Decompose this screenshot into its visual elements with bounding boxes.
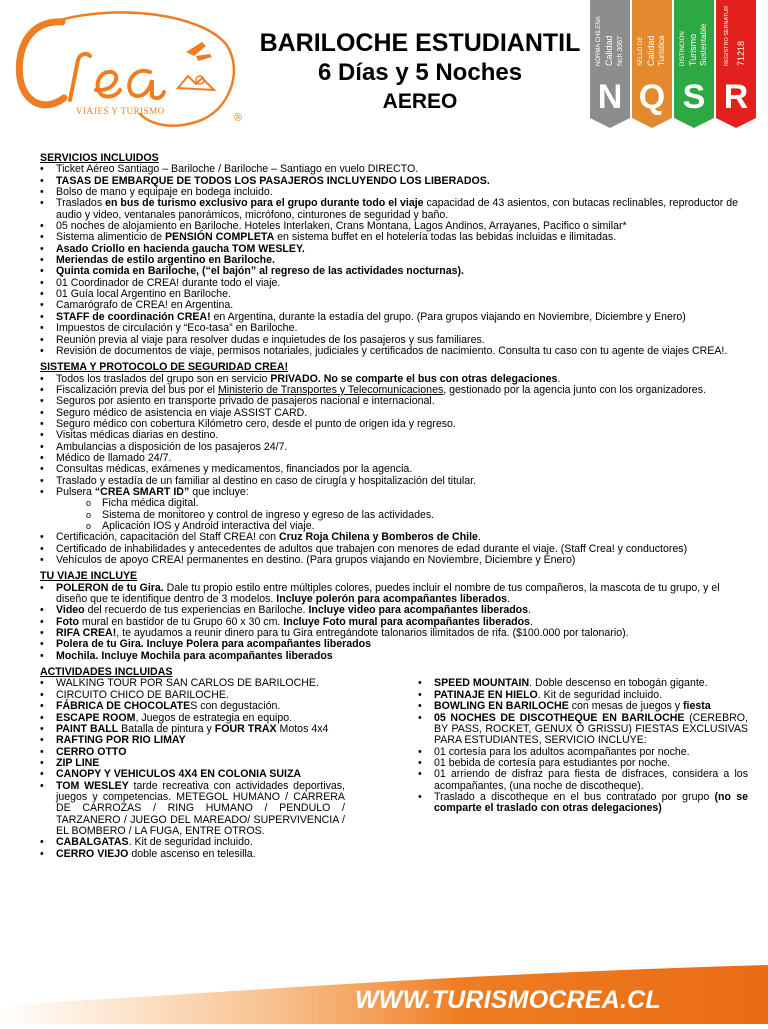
list-item: • Mochila. Incluye Mochila para acompañantes liberados: [40, 651, 748, 662]
title-line-3: AEREO: [382, 90, 458, 113]
list-item: • Certificado de inhabilidades y antecedentes de adultos que trabajen con menores de edad durante el viaje. (Staff Crea! y conductores): [40, 544, 748, 555]
list-item: • Consultas médicas, exámenes y medicamentos, financiados por la agencia.: [40, 464, 748, 475]
badge-r: [716, 0, 756, 128]
svg-text:DISTINCIÓN: DISTINCIÓN: [680, 31, 686, 66]
list-item: • Camarógrafo de CREA! en Argentina.: [40, 300, 748, 311]
list-item: • PAINT BALL Batalla de pintura y FOUR TRAX Motos 4x4: [40, 724, 345, 735]
sistema-sublist: [40, 498, 748, 532]
list-item: • SPEED MOUNTAIN. Doble descenso en tobogán gigante.: [418, 678, 748, 689]
list-item: • Todos los traslados del grupo son en servicio PRIVADO. No se comparte el bus con otras delegaciones.: [40, 374, 748, 385]
list-item: • POLERON de tu Gira. Dale tu propio estilo entre múltiples colores, puedes incluir el nombre de tus compañeros, la mascota de tu grupo, y el diseño que te identifique dentro de 3 modelos. Incluye polerón para acompañantes liberados.: [40, 583, 748, 606]
list-item: • 05 NOCHES DE DISCOTHEQUE EN BARILOCHE (CEREBRO, BY PASS, ROCKET, GENUX O GRISSU) FIESTAS EXCLUSIVAS PARA ESTUDIANTES, SERVICIO INCLUYE:: [418, 713, 748, 747]
list-item: • CERRO OTTO: [40, 747, 345, 758]
sublist-item: o Sistema de monitoreo y control de ingreso y egreso de las actividades.: [86, 510, 748, 521]
sistema-list: [40, 374, 748, 499]
website-link[interactable]: WWW.TURISMOCREA.CL: [355, 986, 661, 1014]
document-body: [40, 153, 748, 860]
list-item: • CERRO VIEJO doble ascenso en telesilla.: [40, 849, 345, 860]
list-item: • Sistema alimenticio de PENSIÓN COMPLETA en sistema buffet en el hotelería todas las bebidas incluidas e ilimitadas.: [40, 232, 748, 243]
list-item: • Meriendas de estilo argentino en Bariloche.: [40, 255, 748, 266]
badge-s: [674, 0, 714, 128]
list-item: • Traslados en bus de turismo exclusivo para el grupo durante todo el viaje capacidad de 43 asientos, con butacas reclinables, reproductor de audio y video, ventanales panorámicos, micrófono, cinturones de seguridad y baño.: [40, 198, 748, 221]
list-item: • Traslado a discotheque en el bus contratado por grupo (no se comparte el traslado con otras delegaciones): [418, 792, 748, 815]
list-item: • 01 Coordinador de CREA! durante todo el viaje.: [40, 278, 748, 289]
list-item: • Visitas médicas diarias en destino.: [40, 430, 748, 441]
list-item: • Bolso de mano y equipaje en bodega incluido.: [40, 187, 748, 198]
sublist-item: o Ficha médica digital.: [86, 498, 748, 509]
list-item: • STAFF de coordinación CREA! en Argentina, durante la estadía del grupo. (Para grupos viajando en Noviembre, Diciembre y Enero): [40, 312, 748, 323]
sistema-list-continued: [40, 532, 748, 566]
list-item: • Polera de tu Gira. Incluye Polera para acompañantes liberados: [40, 639, 748, 650]
svg-text:Q: Q: [638, 78, 666, 116]
list-item: • TASAS DE EMBARQUE DE TODOS LOS PASAJEROS INCLUYENDO LOS LIBERADOS.: [40, 176, 748, 187]
viaje-list: [40, 583, 748, 662]
list-item: • Ticket Aéreo Santiago – Bariloche / Bariloche – Santiago en vuelo DIRECTO.: [40, 164, 748, 175]
svg-text:R: R: [723, 78, 749, 116]
list-item: • ESCAPE ROOM, Juegos de estrategia en equipo.: [40, 713, 345, 724]
list-item: • TOM WESLEY tarde recreativa con actividades deportivas, juegos y competencias. METEGOL HUMANO / CARRERA DE CARROZAS / RING HUMANO / PENDULO / TARZANERO / JUEGO DEL MAREADO/ SUPERVIVENCIA / EL BOMBERO / LA FUGA, ENTRE OTROS.: [40, 781, 345, 838]
svg-text:N: N: [597, 78, 623, 116]
badge-q: [632, 0, 672, 128]
list-item: • 01 cortesía para los adultos acompañantes por noche.: [418, 747, 748, 758]
svg-text:SELLO DE: SELLO DE: [638, 36, 644, 66]
certification-badges: [588, 0, 756, 132]
logo-tagline: VIAJES Y TURISMO: [76, 106, 165, 116]
list-item: • Médico de llamado 24/7.: [40, 453, 748, 464]
list-item: • WALKING TOUR POR SAN CARLOS DE BARILOCHE.: [40, 678, 345, 689]
list-item: • PATINAJE EN HIELO. Kit de seguridad incluido.: [418, 690, 748, 701]
list-item: • Ambulancias a disposición de los pasajeros 24/7.: [40, 442, 748, 453]
svg-text:Calidad: Calidad: [646, 35, 656, 66]
list-item: • RIFA CREA!, te ayudamos a reunir dinero para tu Gira entregándote talonarios ilimitados de rifa. ($100.000 por talonario).: [40, 628, 748, 639]
svg-text:Sustentable: Sustentable: [699, 23, 708, 66]
list-item: • Traslado y estadía de un familiar al destino en caso de cirugía y hospitalización del titular.: [40, 476, 748, 487]
svg-text:S: S: [682, 78, 706, 116]
list-item: • 01 Guía local Argentino en Bariloche.: [40, 289, 748, 300]
list-item: • Reunión previa al viaje para resolver dudas e inquietudes de los pasajeros y sus familiares.: [40, 335, 748, 346]
list-item: • Video del recuerdo de tus experiencias en Bariloche. Incluye video para acompañantes liberados.: [40, 605, 748, 616]
list-item: • 01 arriendo de disfraz para fiesta de disfraces, considera a los acompañantes, (una noche de discotheque).: [418, 769, 748, 792]
page-title: [250, 28, 590, 116]
list-item: • Fiscalización previa del bus por el Ministerio de Transportes y Telecomunicaciones, gestionado por la agencia junto con los organizadores.: [40, 385, 748, 396]
list-item: • Asado Criollo en hacienda gaucha TOM WESLEY.: [40, 244, 748, 255]
badge-n: [590, 0, 630, 128]
list-item: • CANOPY Y VEHICULOS 4X4 EN COLONIA SUIZA: [40, 769, 345, 780]
svg-text:REGISTRO SERNATUR: REGISTRO SERNATUR: [724, 5, 730, 66]
list-item: • 05 noches de alojamiento en Bariloche. Hoteles Interlaken, Crans Montana, Lagos Andinos, Arrayanes, Pacifico o similar*: [40, 221, 748, 232]
crea-logo: [0, 0, 250, 140]
sistema-heading: SISTEMA Y PROTOCOLO DE SEGURIDAD CREA!: [40, 361, 289, 374]
svg-text:71218: 71218: [736, 40, 746, 66]
list-item: • ZIP LINE: [40, 758, 345, 769]
logo-registered-mark: ®: [234, 112, 243, 124]
list-item: • Seguros por asiento en transporte privado de pasajeros nacional e internacional.: [40, 396, 748, 407]
sublist-item: o Aplicación IOS y Android interactiva del viaje.: [86, 521, 748, 532]
list-item: • Pulsera “CREA SMART ID” que incluye:: [40, 487, 748, 498]
svg-text:NORMA CHILENA: NORMA CHILENA: [596, 16, 602, 66]
list-item: • Revisión de documentos de viaje, permisos notariales, judiciales y certificados de nacimiento. Consulta tu caso con tu agente de viajes CREA!.: [40, 346, 748, 357]
list-item: • CIRCUITO CHICO DE BARILOCHE.: [40, 690, 345, 701]
svg-text:Calidad: Calidad: [604, 35, 614, 66]
servicios-heading: SERVICIOS INCLUIDOS: [40, 152, 159, 164]
list-item: • Quinta comida en Bariloche, (“el bajón” al regreso de las actividades nocturnas).: [40, 266, 748, 277]
svg-text:Turística: Turística: [657, 35, 666, 66]
actividades-right-list: [418, 678, 748, 860]
list-item: • Certificación, capacitación del Staff CREA! con Cruz Roja Chilena y Bomberos de Chile.: [40, 532, 748, 543]
servicios-list: [40, 164, 748, 357]
title-line-2: 6 Días y 5 Noches: [317, 59, 523, 86]
title-line-1: BARILOCHE ESTUDIANTIL: [259, 29, 581, 57]
list-item: • FÁBRICA DE CHOCOLATES con degustación.: [40, 701, 345, 712]
list-item: • RAFTING POR RIO LIMAY: [40, 735, 345, 746]
list-item: • Foto mural en bastidor de tu Grupo 60 x 30 cm. Incluye Foto mural para acompañantes liberados.: [40, 617, 748, 628]
list-item: • Impuestos de circulación y “Eco-tasa” en Bariloche.: [40, 323, 748, 334]
list-item: • Seguro médico con cobertura Kilómetro cero, desde el punto de origen ida y regreso.: [40, 419, 748, 430]
actividades-heading: ACTIVIDADES INCLUIDAS: [40, 666, 173, 679]
list-item: • Seguro médico de asistencia en viaje ASSIST CARD.: [40, 408, 748, 419]
actividades-left-list: [40, 678, 345, 860]
list-item: • 01 bebida de cortesía para estudiantes por noche.: [418, 758, 748, 769]
list-item: • BOWLING EN BARILOCHE con mesas de juegos y fiesta: [418, 701, 748, 712]
list-item: • Vehículos de apoyo CREA! permanentes en destino. (Para grupos viajando en Noviembre, Diciembre y Enero): [40, 555, 748, 566]
viaje-heading: TU VIAJE INCLUYE: [40, 570, 138, 583]
svg-text:Turismo: Turismo: [688, 33, 698, 66]
svg-text:Nch 3067: Nch 3067: [617, 36, 624, 66]
list-item: • CABALGATAS. Kit de seguridad incluido.: [40, 837, 345, 848]
